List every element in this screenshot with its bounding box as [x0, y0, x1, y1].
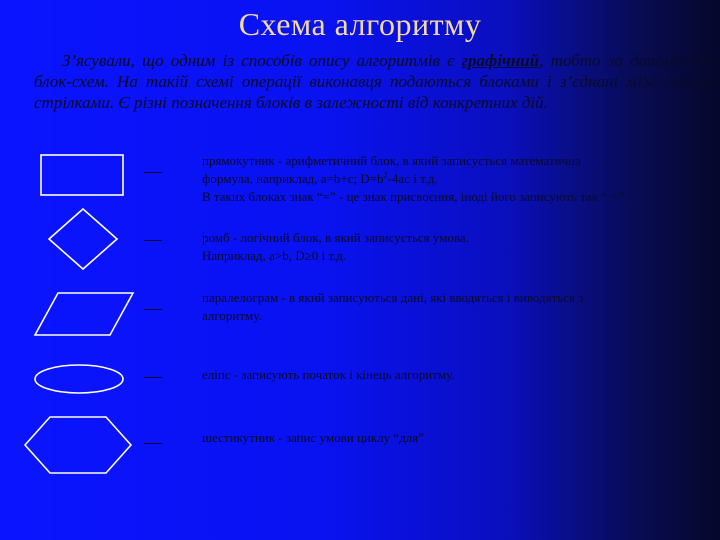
ellipse-description	[202, 366, 712, 384]
rectangle-desc-line2a: формула, наприклад, a=b+c; D=b	[202, 171, 384, 186]
rhombus-shape	[46, 206, 120, 272]
intro-text-1: З’ясували, що одним із способів опису алгоритмів є	[62, 51, 462, 70]
hexagon-desc-line1: шестикутник - запис умови циклу “для”	[202, 430, 425, 445]
rectangle-desc-line3: В таких блоках знак “=” - це знак присвоєння, іноді його записують так “:=”.	[202, 189, 628, 204]
rectangle-desc-sup: 2	[383, 170, 388, 180]
parallelogram-desc-line2: алгоритму.	[202, 308, 262, 323]
rhombus-desc-line1: ромб - логічний блок, в який записується умова.	[202, 230, 469, 245]
hexagon-dash	[144, 443, 162, 444]
rhombus-description	[202, 229, 712, 265]
rectangle-dash	[144, 172, 162, 173]
rhombus-desc-line2: Наприклад, a>b, D≥0 і т.д.	[202, 248, 347, 263]
rectangle-desc-line2	[202, 170, 712, 188]
hexagon-description	[202, 429, 712, 447]
ellipse-desc-line1: еліпс - записують початок і кінець алгоритму.	[202, 367, 455, 382]
rectangle-description	[202, 152, 712, 206]
hexagon-shape	[22, 414, 134, 476]
rectangle-desc-line1: прямокутник - арифметичний блок, в який записується математична	[202, 153, 581, 168]
parallelogram-description	[202, 289, 712, 325]
intro-text-2: , тобто за допомогою блок-схем. На такій схемі операції виконавця подаються блоками і з’єднані між собою стрілками. Є різні позначення блоків в залежності від конкретних дій.	[34, 51, 710, 112]
intro-paragraph	[34, 50, 710, 113]
intro-highlight: графічний	[461, 51, 540, 70]
rectangle-shape	[38, 152, 126, 198]
parallelogram-dash	[144, 309, 162, 310]
ellipse-shape	[32, 362, 126, 396]
parallelogram-shape	[32, 290, 136, 338]
ellipse-dash	[144, 377, 162, 378]
slide-title: Схема алгоритму	[238, 6, 482, 42]
rhombus-dash	[144, 240, 162, 241]
parallelogram-desc-line1: паралелограм - в який записуються дані, які вводяться і виводяться з	[202, 290, 584, 305]
rectangle-desc-line2b: -4ac і т.д.	[387, 171, 438, 186]
